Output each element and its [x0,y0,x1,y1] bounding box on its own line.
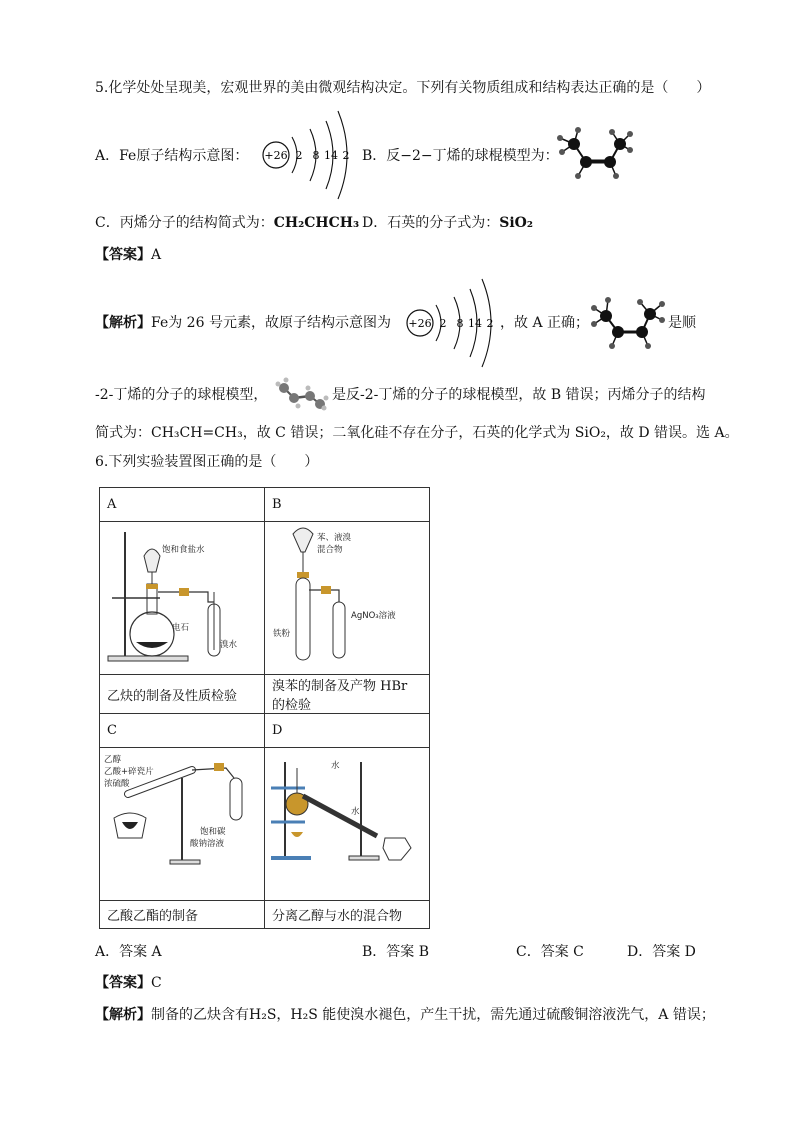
q6-answer [95,973,162,993]
svg-text:乙酸+碎瓷片: 乙酸+碎瓷片 [104,767,154,777]
caption-b: 溴苯的制备及产物 HBr 的检验 [265,675,430,714]
fe-shell-3: 14 [324,149,338,162]
cell-label-c: C [100,714,265,748]
cell-label-b: B [265,488,430,522]
q5-stem: 5.化学处处呈现美，宏观世界的美由微观结构决定。下列有关物质组成和结构表达正确的是（ ） [95,80,711,96]
fe-shell-4: 2 [342,149,350,162]
svg-text:混合物: 混合物 [317,545,343,555]
q5-analysis-line1b: ，故 A 正确； [500,315,590,331]
answer-label: 【答案】 [95,247,151,263]
svg-text:苯、液溴: 苯、液溴 [317,533,352,543]
q5-analysis-line2b: 是反-2-丁烯的分子的球棍模型，故 B 错误；丙烯分子的结构 [332,387,706,403]
cis-2-butene-model [588,294,668,354]
caption-a: 乙炔的制备及性质检验 [100,675,265,714]
svg-text:2: 2 [486,317,494,330]
apparatus-b [265,522,430,675]
q6-option-c[interactable]: C．答案 C [516,944,584,960]
svg-text:14: 14 [468,317,482,330]
q5-analysis-line1 [95,313,391,333]
q6-option-d[interactable]: D．答案 D [627,944,696,960]
svg-text:AgNO₃溶液: AgNO₃溶液 [351,611,396,621]
fe-shell-1: 2 [295,149,303,162]
q5-option-c-formula: CH₂CHCH₃ [273,215,360,231]
svg-text:溴水: 溴水 [220,640,238,650]
svg-text:水: 水 [331,761,340,771]
cell-label-d: D [265,714,430,748]
q6-option-a[interactable]: A．答案 A [95,944,162,960]
q5-option-c-text: C．丙烯分子的结构简式为： [95,215,274,231]
svg-text:铁粉: 铁粉 [273,629,291,639]
svg-text:乙醇: 乙醇 [104,755,122,765]
q6-analysis [95,1005,715,1025]
q5-analysis-line2a: -2-丁烯的分子的球棍模型， [95,387,268,403]
analysis-text: 制备的乙炔含有H₂S，H₂S 能使溴水褪色，产生干扰，需先通过硫酸铜溶液洗气，A 错误； [151,1007,715,1023]
analysis-text: Fe为 26 号元素，故原子结构示意图为 [151,315,391,331]
svg-text:8: 8 [456,317,464,330]
fe-atom-diagram-analysis [402,275,502,375]
apparatus-d [265,748,430,901]
q6-option-b[interactable]: B．答案 B [362,944,430,960]
answer-value: A [151,247,162,263]
svg-text:饱和碳: 饱和碳 [200,827,226,837]
svg-text:2: 2 [439,317,447,330]
q5-option-d-text: D．石英的分子式为： [362,215,500,231]
answer-value: C [151,975,162,991]
analysis-label: 【解析】 [95,315,151,331]
cell-label-a: A [100,488,265,522]
caption-d: 分离乙醇与水的混合物 [265,901,430,929]
apparatus-a [100,522,265,675]
svg-text:浓硫酸: 浓硫酸 [104,779,130,789]
q5-option-c [95,213,359,233]
svg-text:+26: +26 [408,317,432,330]
q5-option-b: B．反−2−丁烯的球棍模型为： [362,148,559,164]
q5-answer [95,245,161,265]
caption-c: 乙酸乙酯的制备 [100,901,265,929]
experiment-table [99,487,430,929]
trans-2-butene-model [552,124,632,184]
q5-analysis-line1c: 是顺 [668,315,696,331]
q5-option-d [362,213,533,233]
q5-option-a [95,146,248,166]
q5-analysis-line3: 简式为：CH₃CH=CH₃，故 C 错误；二氧化硅不存在分子，石英的化学式为 SiO₂，故 D 错误。选 A。 [95,425,739,441]
answer-label: 【答案】 [95,975,151,991]
svg-text:电石: 电石 [172,623,190,633]
q6-stem: 6.下列实验装置图正确的是（ ） [95,454,319,470]
svg-text:水: 水 [351,807,360,817]
q5-option-d-formula: SiO₂ [499,215,533,231]
fe-atom-diagram [258,107,358,207]
fe-shell-2: 8 [312,149,320,162]
analysis-label: 【解析】 [95,1007,151,1023]
apparatus-c [100,748,265,901]
q5-option-a-text: A．Fe原子结构示意图： [95,148,249,164]
svg-text:饱和食盐水: 饱和食盐水 [162,545,205,555]
fe-nucleus: +26 [264,149,288,162]
svg-text:酸钠溶液: 酸钠溶液 [190,839,225,849]
trans-2-butene-small-model [272,376,332,410]
